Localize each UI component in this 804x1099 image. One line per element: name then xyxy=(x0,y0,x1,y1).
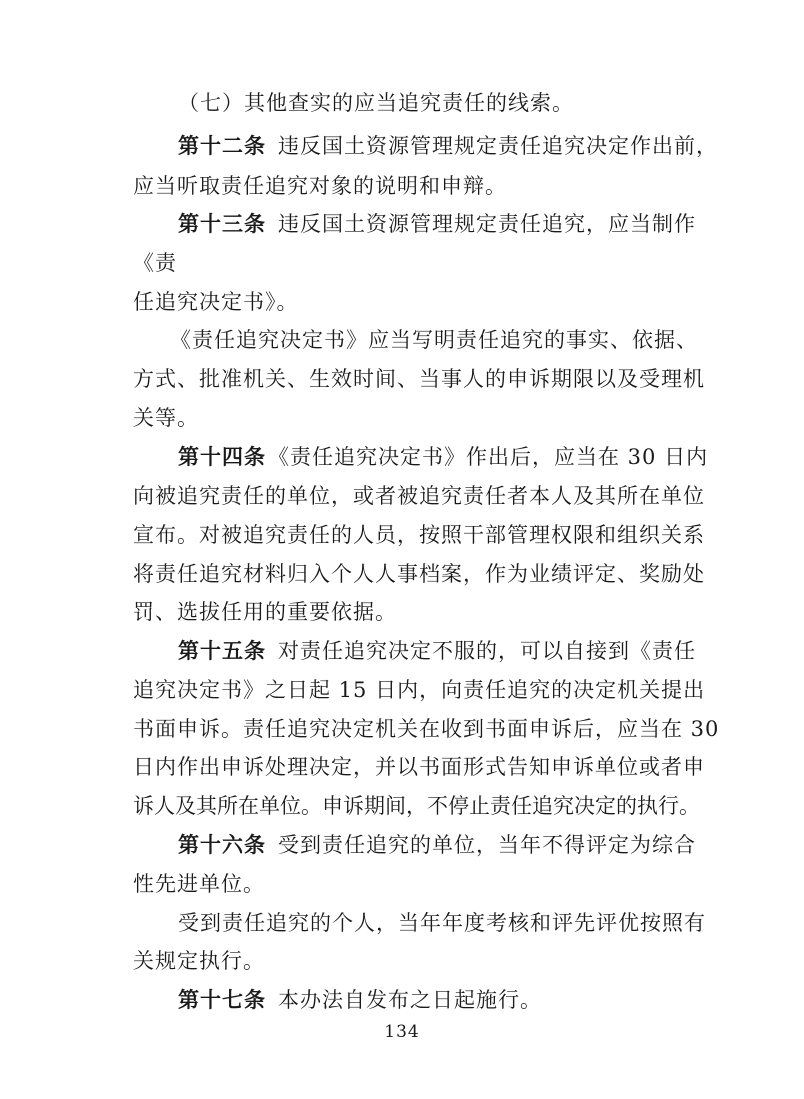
text-line xyxy=(0,325,804,355)
line-text: 本办法自发布之日起施行。 xyxy=(278,988,542,1012)
text-line xyxy=(0,520,804,550)
text-line xyxy=(0,403,804,433)
article-number: 第十二条 xyxy=(178,134,266,158)
text-line xyxy=(0,481,804,511)
line-text: 关规定执行。 xyxy=(133,949,265,973)
article-12-heading-line xyxy=(0,131,804,161)
line-text: （七）其他查实的应当追究责任的线索。 xyxy=(178,91,574,115)
line-text: 罚、选拔任用的重要依据。 xyxy=(133,600,397,624)
article-number: 第十七条 xyxy=(178,988,266,1012)
text-line xyxy=(0,908,804,938)
line-text: 方式、批准机关、生效时间、当事人的申诉期限以及受理机 xyxy=(133,367,705,391)
line-text: 向被追究责任的单位，或者被追究责任者本人及其所在单位 xyxy=(133,484,705,508)
line-text: 受到责任追究的单位，当年不得评定为综合 xyxy=(278,833,696,857)
article-16-heading-line xyxy=(0,830,804,860)
text-line xyxy=(0,597,804,627)
text-line xyxy=(0,869,804,899)
text-line xyxy=(0,171,804,201)
article-13-heading-line xyxy=(0,209,804,239)
article-17-heading-line xyxy=(0,985,804,1015)
article-number: 第十四条 xyxy=(178,445,266,469)
line-text: 《责 xyxy=(133,251,177,275)
line-text: 将责任追究材料归入个人人事档案，作为业绩评定、奖励处 xyxy=(133,562,705,586)
line-text: 对责任追究决定不服的，可以自接到《责任 xyxy=(278,639,696,663)
article-15-heading-line xyxy=(0,636,804,666)
text-line xyxy=(0,559,804,589)
line-text: 《责任追究决定书》作出后，应当在 30 日内 xyxy=(268,445,709,469)
text-line xyxy=(0,946,804,976)
text-line xyxy=(0,248,804,278)
line-text: 《责任追究决定书》应当写明责任追究的事实、依据、 xyxy=(170,328,698,352)
article-14-heading-line xyxy=(0,442,804,472)
line-text: 关等。 xyxy=(133,406,199,430)
line-text: 书面申诉。责任追究决定机关在收到书面申诉后，应当在 30 xyxy=(133,717,720,741)
line-text: 应当听取责任追究对象的说明和申辩。 xyxy=(133,174,507,198)
line-text: 违反国土资源管理规定责任追究决定作出前， xyxy=(278,134,718,158)
line-text: 性先进单位。 xyxy=(133,872,265,896)
article-number: 第十五条 xyxy=(178,639,266,663)
article-number: 第十六条 xyxy=(178,833,266,857)
text-line xyxy=(0,88,804,118)
text-line xyxy=(0,791,804,821)
text-line xyxy=(0,287,804,317)
line-text: 日内作出申诉处理决定，并以书面形式告知申诉单位或者申 xyxy=(133,755,705,779)
line-text: 任追究决定书》。 xyxy=(133,290,299,314)
text-line xyxy=(0,364,804,394)
text-line xyxy=(0,714,804,744)
line-text: 诉人及其所在单位。申诉期间，不停止责任追究决定的执行。 xyxy=(133,794,700,818)
article-number: 第十三条 xyxy=(178,212,266,236)
line-text: 追究决定书》之日起 15 日内，向责任追究的决定机关提出 xyxy=(133,678,706,702)
line-text: 受到责任追究的个人，当年年度考核和评先评优按照有 xyxy=(178,911,706,935)
page-number: 134 xyxy=(384,1022,420,1042)
line-text: 宣布。对被追究责任的人员，按照干部管理权限和组织关系 xyxy=(133,523,705,547)
text-line xyxy=(0,675,804,705)
text-line xyxy=(0,752,804,782)
line-text: 违反国土资源管理规定责任追究，应当制作 xyxy=(278,212,696,236)
